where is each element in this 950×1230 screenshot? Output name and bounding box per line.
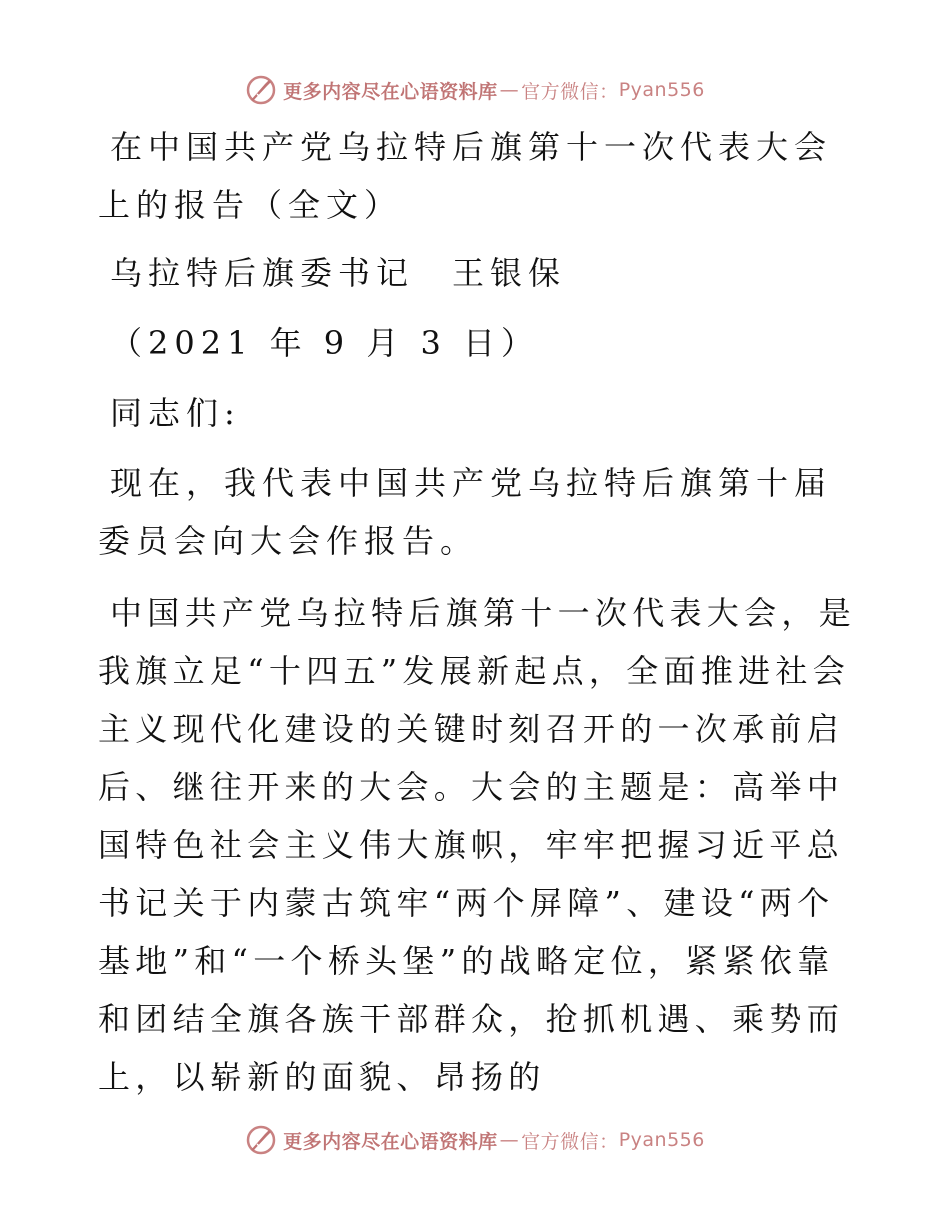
document-paragraph-2: 中国共产党乌拉特后旗第十一次代表大会，是我旗立足“十四五”发展新起点，全面推进社会主义现代化建设的关键时刻召开的一次承前启后、继往开来的大会。大会的主题是：高举中国特色社会主义伟大旗帜，牢牢把握习近平总书记关于内蒙古筑牢“两个屏障”、建设“两个基地”和“一个桥头堡”的战略定位，紧紧依靠和团结全旗各族干部群众，抢抓机遇、乘势而上，以崭新的面貌、昂扬的 [98,594,857,1096]
watermark-wechat-id: Pyan556 [618,1129,705,1151]
document-body [98,118,858,1120]
document-date: （2021 年 9 月 3 日） [110,324,540,362]
footer-watermark [0,1120,950,1160]
watermark-main-text: 更多内容尽在心语资料库 [283,80,498,103]
watermark-wechat-label: 官方微信： [521,80,619,103]
header-watermark [0,70,950,110]
document-greeting: 同志们: [110,394,241,432]
watermark-wechat-label: 官方微信： [521,1130,619,1153]
quill-circle-logo-icon [245,1124,277,1156]
document-author: 乌拉特后旗委书记 王银保 [110,254,567,292]
document-title: 在中国共产党乌拉特后旗第十一次代表大会上的报告（全文） [98,128,833,224]
watermark-separator: — [499,79,520,101]
quill-circle-logo-icon [245,74,277,106]
watermark-main-text: 更多内容尽在心语资料库 [283,1130,498,1153]
watermark-wechat-id: Pyan556 [618,79,705,101]
document-paragraph-1: 现在，我代表中国共产党乌拉特后旗第十届委员会向大会作报告。 [98,464,833,560]
watermark-separator: — [499,1129,520,1151]
